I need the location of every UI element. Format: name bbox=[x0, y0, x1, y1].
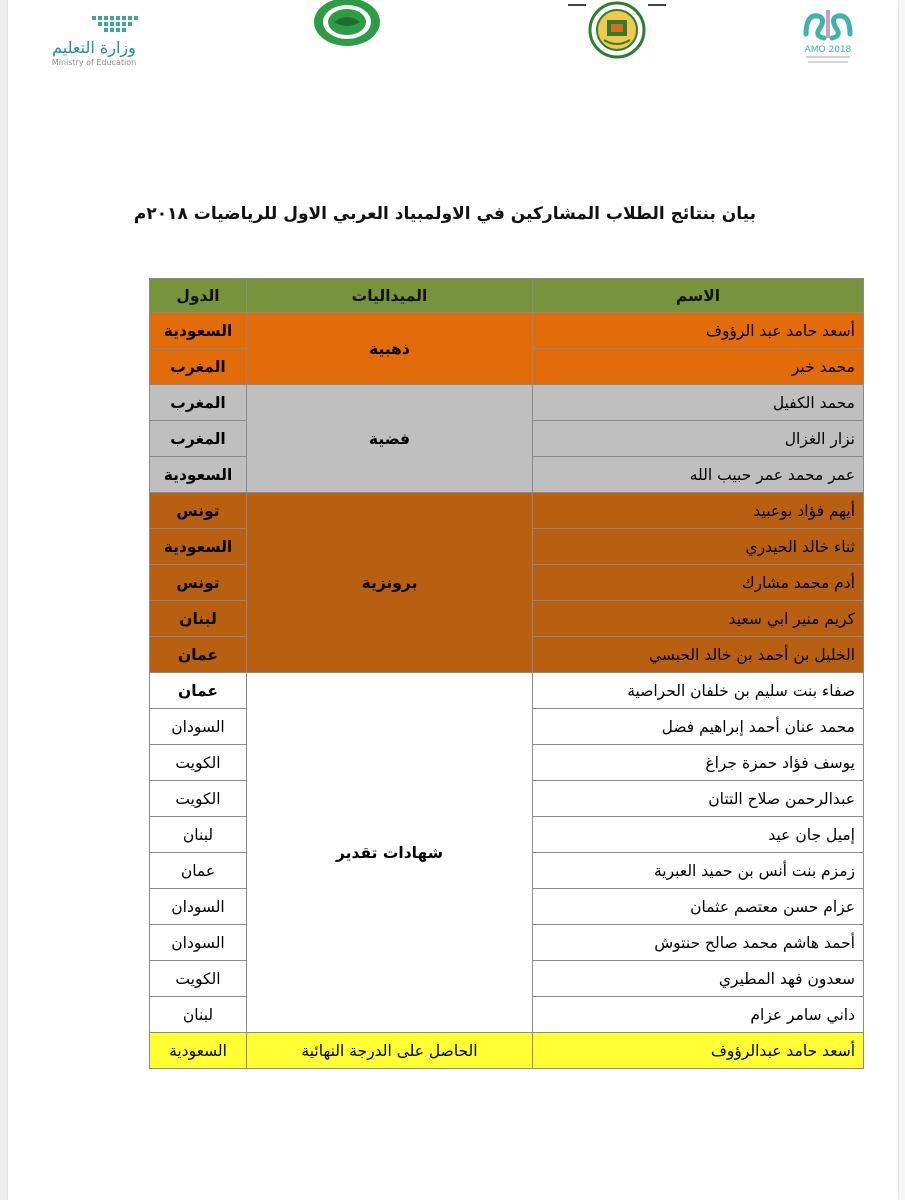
student-country: السودان bbox=[150, 925, 247, 961]
table-header-row bbox=[150, 279, 864, 313]
student-name: عبدالرحمن صلاح التتان bbox=[533, 781, 864, 817]
student-name: صفاء بنت سليم بن خلفان الحراصية bbox=[533, 673, 864, 709]
student-country: السودان bbox=[150, 889, 247, 925]
arab-league-logo bbox=[310, 0, 384, 50]
table-row-top-score bbox=[150, 1033, 864, 1069]
student-country: لبنان bbox=[150, 601, 247, 637]
ministry-of-education-logo bbox=[46, 10, 176, 66]
student-name: أيهم فؤاد بوعبيد bbox=[533, 493, 864, 529]
student-country: المغرب bbox=[150, 421, 247, 457]
student-name: محمد الكفيل bbox=[533, 385, 864, 421]
student-name: أدم محمد مشارك bbox=[533, 565, 864, 601]
student-country: لبنان bbox=[150, 817, 247, 853]
svg-text:AMO 2018: AMO 2018 bbox=[804, 45, 852, 55]
student-country: السعودية bbox=[150, 313, 247, 349]
medal-certificates: شهادات تقدير bbox=[247, 673, 533, 1033]
header-name: الاسم bbox=[533, 279, 864, 313]
ministry-name-english: Ministry of Education bbox=[51, 58, 137, 67]
student-name: إميل جان عيد bbox=[533, 817, 864, 853]
results-table bbox=[149, 278, 864, 1069]
student-country: الكويت bbox=[150, 961, 247, 997]
arab-bureau-education-logo bbox=[568, 0, 666, 62]
table-row bbox=[150, 313, 864, 349]
student-country: المغرب bbox=[150, 385, 247, 421]
top-score-label: الحاصل على الدرجة النهائية bbox=[247, 1033, 533, 1069]
document-title: بيان بنتائج الطلاب المشاركين في الاولمبياد العربي الاول للرياضيات ٢٠١٨م bbox=[133, 204, 756, 224]
document-page bbox=[8, 0, 898, 1200]
student-country: الكويت bbox=[150, 781, 247, 817]
student-name: سعدون فهد المطيري bbox=[533, 961, 864, 997]
student-country: السعودية bbox=[150, 457, 247, 493]
student-name: أسعد حامد عبد الرؤوف bbox=[533, 313, 864, 349]
student-country: تونس bbox=[150, 565, 247, 601]
student-name: عزام حسن معتصم عثمان bbox=[533, 889, 864, 925]
student-country: عمان bbox=[150, 673, 247, 709]
header-country: الدول bbox=[150, 279, 247, 313]
header-medal: الميداليات bbox=[247, 279, 533, 313]
student-name: زمزم بنت أنس بن حميد العبرية bbox=[533, 853, 864, 889]
student-country: السعودية bbox=[150, 529, 247, 565]
student-name: الخليل بن أحمد بن خالد الحبسي bbox=[533, 637, 864, 673]
student-country: السعودية bbox=[150, 1033, 247, 1069]
medal-bronze: برونزية bbox=[247, 493, 533, 673]
student-name: محمد خير bbox=[533, 349, 864, 385]
student-country: الكويت bbox=[150, 745, 247, 781]
table-row bbox=[150, 385, 864, 421]
student-name: محمد عنان أحمد إبراهيم فضل bbox=[533, 709, 864, 745]
table-row bbox=[150, 673, 864, 709]
student-name: عمر محمد عمر حبيب الله bbox=[533, 457, 864, 493]
medal-gold: ذهبية bbox=[247, 313, 533, 385]
student-name: أسعد حامد عبدالرؤوف bbox=[533, 1033, 864, 1069]
student-name: ثناء خالد الحيدري bbox=[533, 529, 864, 565]
table-row bbox=[150, 493, 864, 529]
ministry-name-arabic: وزارة التعليم bbox=[52, 38, 136, 57]
amo-2018-logo bbox=[798, 4, 858, 70]
page-left-edge bbox=[0, 0, 8, 1200]
student-country: المغرب bbox=[150, 349, 247, 385]
student-country: عمان bbox=[150, 637, 247, 673]
student-country: لبنان bbox=[150, 997, 247, 1033]
student-name: كريم منير ابي سعيد bbox=[533, 601, 864, 637]
student-country: السودان bbox=[150, 709, 247, 745]
medal-silver: فضية bbox=[247, 385, 533, 493]
student-name: يوسف فؤاد حمزة جراغ bbox=[533, 745, 864, 781]
student-name: نزار الغزال bbox=[533, 421, 864, 457]
student-name: داني سامر عزام bbox=[533, 997, 864, 1033]
student-country: تونس bbox=[150, 493, 247, 529]
student-name: أحمد هاشم محمد صالح حنتوش bbox=[533, 925, 864, 961]
student-country: عمان bbox=[150, 853, 247, 889]
